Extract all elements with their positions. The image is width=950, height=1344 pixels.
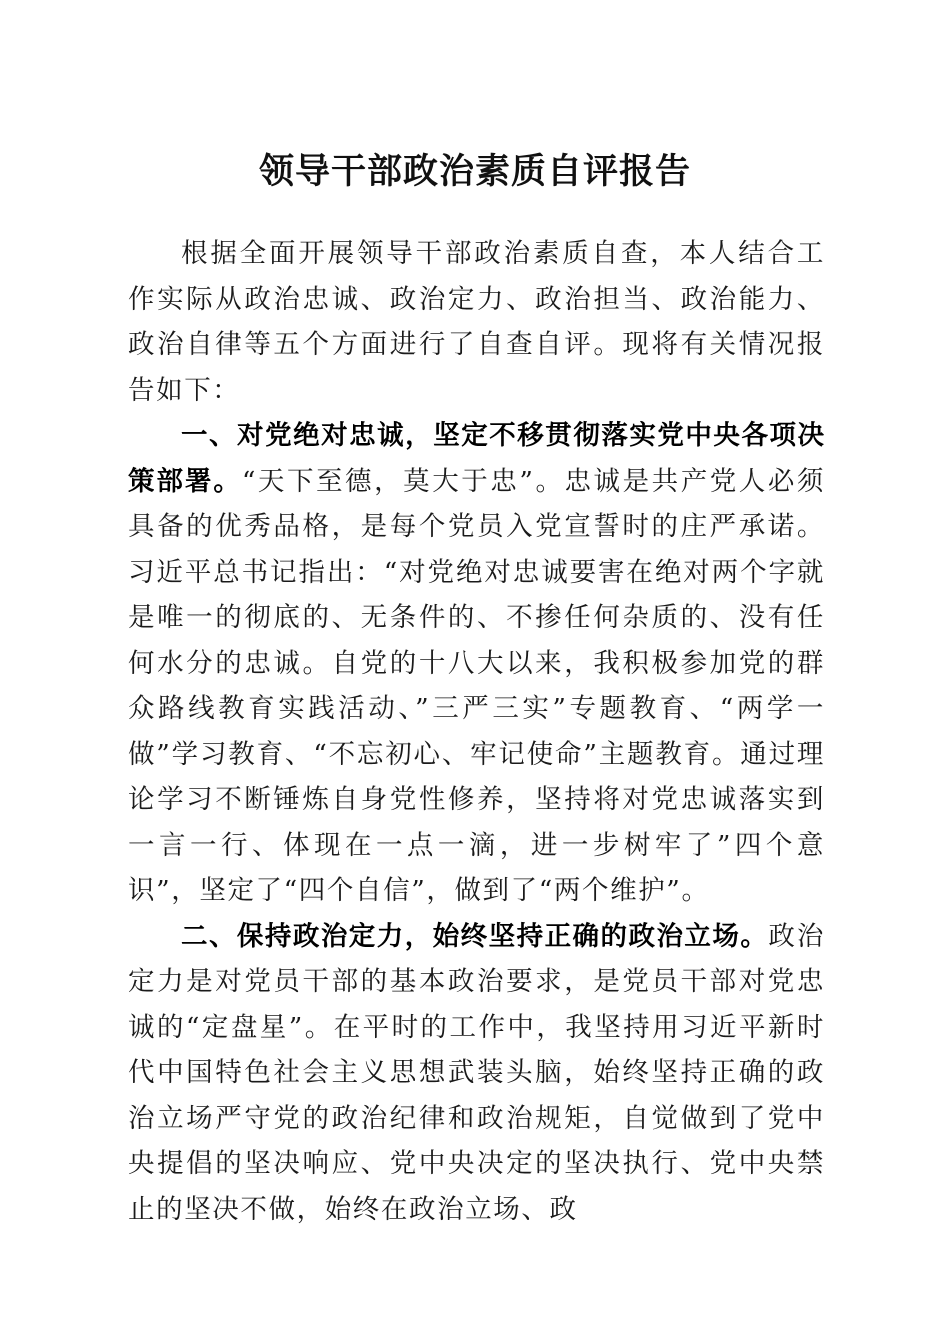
section-1-text: “天下至德，莫大于忠”。忠诚是共产党人必须具备的优秀品格，是每个党员入党宣誓时的庄严承诺。习近平总书记指出：“对党绝对忠诚要害在绝对两个字就是唯一的彻底的、无条件的、不掺任何杂质的、没有任何水分的忠诚。自党的十八大以来，我积极参加党的群众路线教育实践活动、”三严三实”专题教育、“两学一做”学习教育、“不忘初心、牢记使命”主题教育。通过理论学习不断锤炼自身党性修养，坚持将对党忠诚落实到一言一行、体现在一点一滴，进一步树牢了”四个意识”，坚定了“四个自信”，做到了“两个维护”。 [128,465,826,906]
section-2-text: 政治定力是对党员干部的基本政治要求，是党员干部对党忠诚的“定盘星”。在平时的工作中，我坚持用习近平新时代中国特色社会主义思想武装头脑，始终坚持正确的政治立场严守党的政治纪律和政治规矩，自觉做到了党中央提倡的坚决响应、党中央决定的坚决执行、党中央禁止的坚决不做，始终在政治立场、政 [128,920,826,1225]
section-1-paragraph [128,413,825,914]
intro-paragraph: 根据全面开展领导干部政治素质自查，本人结合工作实际从政治忠诚、政治定力、政治担当、政治能力、政治自律等五个方面进行了自查自评。现将有关情况报告如下： [128,238,825,406]
document-title: 领导干部政治素质自评报告 [258,151,691,192]
section-1-heading: 一、对党绝对忠诚，坚定不移贯彻落实党中央各项决策部署。 [128,420,825,497]
document-body [128,231,825,1232]
section-2-paragraph [128,914,825,1233]
section-2-heading: 二、保持政治定力，始终坚持正确的政治立场。 [181,920,769,952]
